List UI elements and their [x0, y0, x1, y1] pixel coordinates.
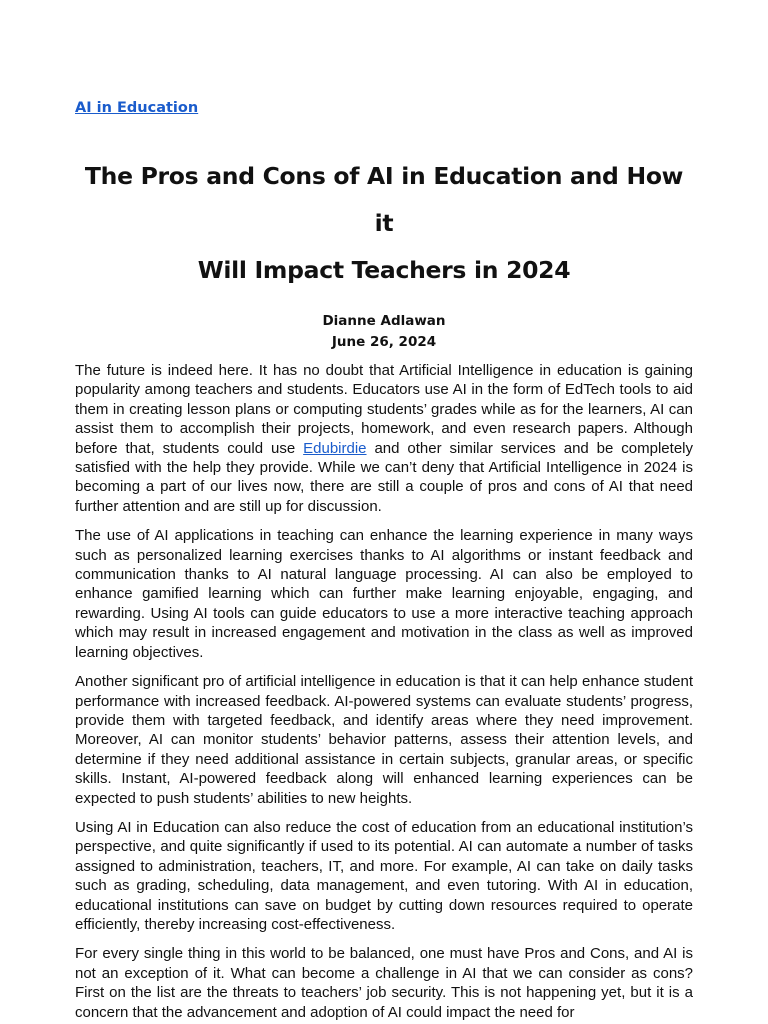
byline — [75, 311, 693, 353]
article-title-line-1: The Pros and Cons of AI in Education and How it — [84, 162, 684, 237]
publish-date: June 26, 2024 — [331, 334, 437, 350]
paragraph-1-text-start: The future is indeed here. It has no doubt that Artificial Intelligence in education is gaining popularity among teachers and students. Educators use AI in the form of EdTech tools to aid them in creating lesson plans or computing students’ grades while as for the learners, AI can assist them to accomplish their projects, homework, and even research papers. Although before that, students could use — [75, 362, 693, 457]
author-name: Dianne Adlawan — [322, 313, 446, 329]
paragraph-2: The use of AI applications in teaching can enhance the learning experience in many ways such as personalized learning exercises thanks to AI algorithms or instant feedback and communication thanks to AI natural language processing. AI can also be employed to enhance gamified learning which can further make learning enjoyable, engaging, and rewarding. Using AI tools can guide educators to use a more interactive teaching approach which may result in increased engagement and motivation in the class as well as improved learning objectives. — [75, 527, 693, 661]
category-link[interactable]: AI in Education — [75, 100, 199, 116]
article-body — [75, 361, 693, 1022]
article-title — [75, 153, 693, 294]
paragraph-1 — [75, 361, 693, 516]
article-title-line-2: Will Impact Teachers in 2024 — [197, 256, 571, 284]
paragraph-3: Another significant pro of artificial intelligence in education is that it can help enhance student performance with increased feedback. AI-powered systems can evaluate students’ progress, provide them with targeted feedback, and identify areas where they need improvement. Moreover, AI can monitor students’ behavior patterns, assess their attention levels, and determine if they need additional assistance in certain subjects, granular areas, or specific skills. Instant, AI-powered feedback along will enhanced learning experiences can be expected to push students’ abilities to new heights. — [75, 673, 693, 807]
paragraph-1-text-end: and other similar services and be completely satisfied with the help they provide. While we can’t deny that Artificial Intelligence in 2024 is becoming a part of our lives now, there are still a couple of pros and cons of AI that need further attention and are still up for discussion. — [75, 439, 693, 515]
edubirdie-link[interactable]: Edubirdie — [303, 439, 367, 457]
paragraph-4: Using AI in Education can also reduce the cost of education from an educational institution’s perspective, and quite significantly if used to its potential. AI can automate a number of tasks assigned to administration, teachers, IT, and more. For example, AI can take on daily tasks such as grading, scheduling, data management, and even tutoring. With AI in education, educational institutions can save on budget by cutting down resources required to operate efficiently, thereby increasing cost-effectiveness. — [75, 818, 693, 933]
paragraph-5: For every single thing in this world to be balanced, one must have Pros and Cons, and AI is not an exception of it. What can become a challenge in AI that we can consider as cons? First on the list are the threats to teachers’ job security. This is not happening yet, but it is a concern that the advancement and adoption of AI could impact the need for — [75, 945, 693, 1021]
